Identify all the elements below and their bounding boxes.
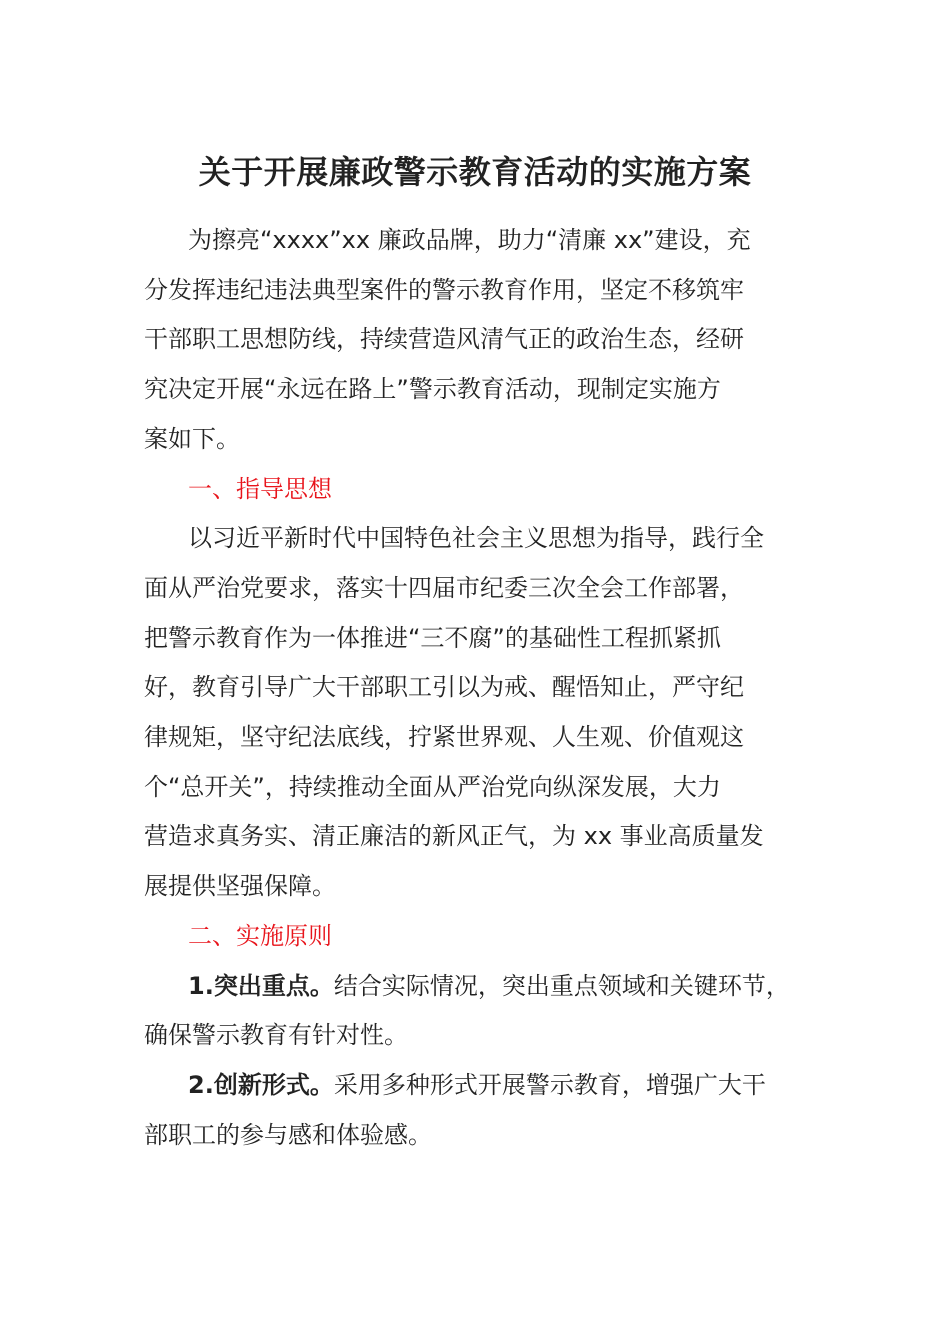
principle-item-2-text: 采用多种形式开展警示教育，增强广大干 bbox=[333, 1070, 766, 1099]
section1-line: 律规矩，坚守纪法底线，拧紧世界观、人生观、价值观这 bbox=[144, 723, 744, 752]
principle-item-1-line: 确保警示教育有针对性。 bbox=[144, 1021, 408, 1050]
principle-item-2 bbox=[144, 1061, 808, 1160]
principle-item-2-line: 部职工的参与感和体验感。 bbox=[144, 1120, 432, 1149]
section-heading-principles: 二、实施原则 bbox=[188, 921, 332, 950]
section1-paragraph bbox=[144, 514, 808, 912]
principle-item-1-label: 1.突出重点。 bbox=[188, 971, 334, 1000]
section1-line: 把警示教育作为一体推进“三不腐”的基础性工程抓紧抓 bbox=[144, 623, 721, 652]
section1-line: 营造求真务实、清正廉洁的新风正气，为 xx 事业高质量发 bbox=[144, 822, 764, 851]
intro-paragraph bbox=[144, 216, 808, 465]
document-title: 关于开展廉政警示教育活动的实施方案 bbox=[198, 153, 752, 191]
principle-item-1-line bbox=[144, 962, 808, 1012]
intro-line: 案如下。 bbox=[144, 424, 240, 453]
principle-item-2-line bbox=[144, 1061, 808, 1111]
intro-line: 分发挥违纪违法典型案件的警示教育作用，坚定不移筑牢 bbox=[144, 275, 744, 304]
principle-item-1 bbox=[144, 962, 808, 1061]
section1-line: 个“总开关”，持续推动全面从严治党向纵深发展，大力 bbox=[144, 772, 721, 801]
intro-line: 为擦亮“xxxx”xx 廉政品牌，助力“清廉 xx”建设，充 bbox=[188, 226, 751, 254]
principle-item-2-label: 2.创新形式。 bbox=[188, 1070, 334, 1099]
section-heading-guiding-ideology: 一、指导思想 bbox=[188, 474, 332, 503]
intro-line: 究决定开展“永远在路上”警示教育活动，现制定实施方 bbox=[144, 375, 721, 404]
intro-line: 干部职工思想防线，持续营造风清气正的政治生态，经研 bbox=[144, 325, 744, 354]
section1-line: 以习近平新时代中国特色社会主义思想为指导，践行全 bbox=[188, 524, 764, 553]
section1-line: 展提供坚强保障。 bbox=[144, 872, 336, 901]
principle-item-1-text: 结合实际情况，突出重点领域和关键环节， bbox=[333, 971, 790, 1000]
section1-line: 面从严治党要求，落实十四届市纪委三次全会工作部署， bbox=[144, 573, 744, 602]
section1-line: 好，教育引导广大干部职工引以为戒、醒悟知止，严守纪 bbox=[144, 673, 744, 702]
document-body bbox=[144, 216, 808, 1160]
